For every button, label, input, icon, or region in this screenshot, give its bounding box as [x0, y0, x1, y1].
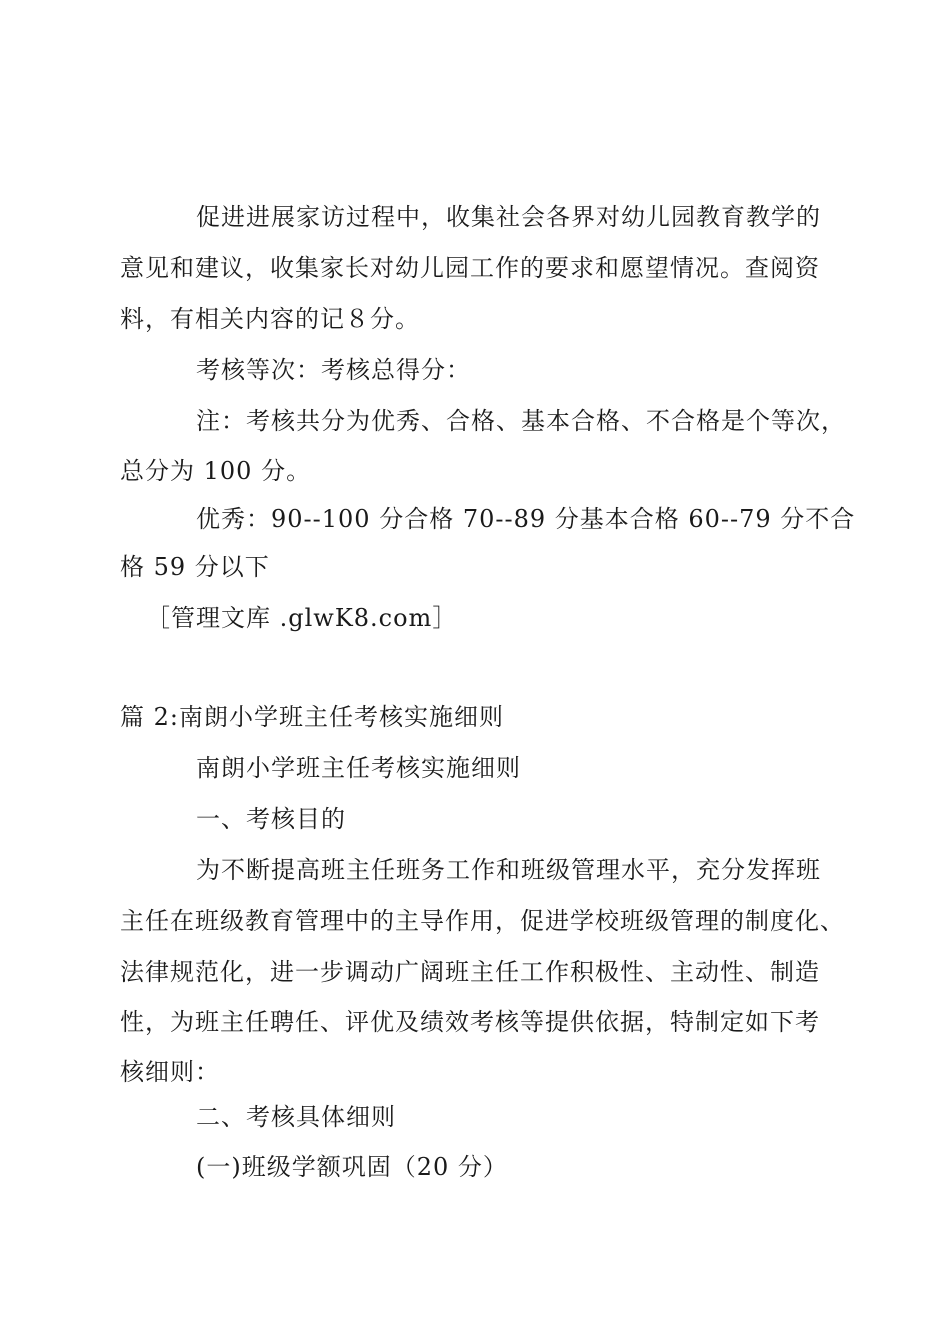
paragraph-1-line-1: 促进进展家访过程中，收集社会各界对幼儿园教育教学的: [196, 203, 821, 231]
section-2-heading: 篇 2:南朗小学班主任考核实施细则: [120, 703, 504, 731]
paragraph-1-line-2: 意见和建议，收集家长对幼儿园工作的要求和愿望情况。查阅资: [120, 254, 820, 282]
grade-line: 考核等次：考核总得分：: [196, 356, 471, 384]
purpose-line-4: 性，为班主任聘任、评优及绩效考核等提供依据，特制定如下考: [120, 1008, 820, 1036]
levels-line-2: 格 59 分以下: [120, 553, 270, 581]
purpose-line-5: 核细则：: [120, 1058, 220, 1086]
heading-purpose: 一、考核目的: [196, 805, 346, 833]
document-title: 南朗小学班主任考核实施细则: [196, 754, 521, 782]
purpose-line-3: 法律规范化，进一步调动广阔班主任工作积极性、主动性、制造: [120, 958, 820, 986]
subheading-1: (一)班级学额巩固（20 分）: [196, 1153, 508, 1181]
note-line-2: 总分为 100 分。: [120, 457, 312, 485]
heading-rules: 二、考核具体细则: [196, 1103, 396, 1131]
note-line-1: 注：考核共分为优秀、合格、基本合格、不合格是个等次，: [196, 407, 846, 435]
source-reference: ［管理文库 .glwK8.com］: [146, 604, 458, 632]
levels-line-1: 优秀：90--100 分合格 70--89 分基本合格 60--79 分不合: [196, 505, 856, 533]
purpose-line-2: 主任在班级教育管理中的主导作用，促进学校班级管理的制度化、: [120, 907, 845, 935]
paragraph-1-line-3: 料，有相关内容的记８分。: [120, 305, 420, 333]
purpose-line-1: 为不断提高班主任班务工作和班级管理水平，充分发挥班: [196, 856, 821, 884]
